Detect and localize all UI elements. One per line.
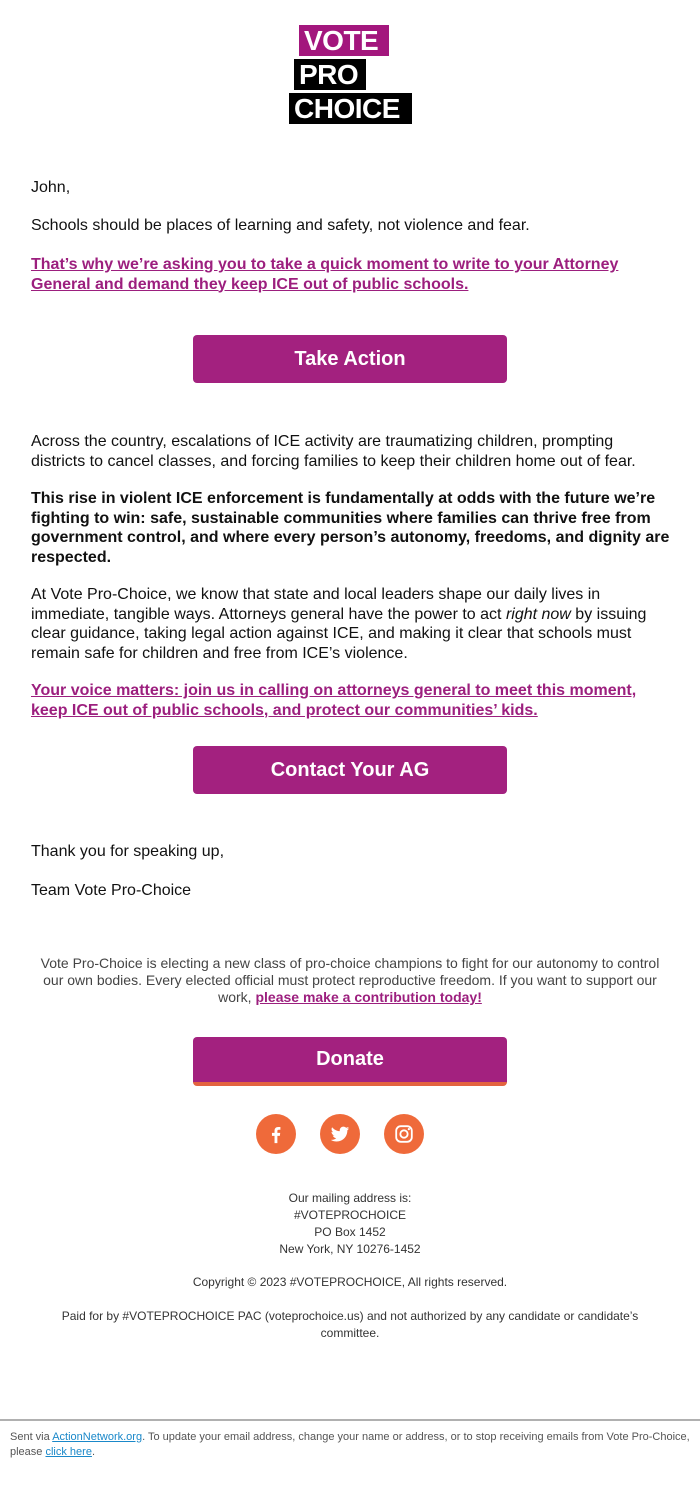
facebook-icon[interactable] (256, 1114, 296, 1154)
bold-paragraph: This rise in violent ICE enforcement is fundamentally at odds with the future we’re fighting to win: safe, sustainable communities where families can thrive free from government control, and where every person’s autonomy, freedoms, and dignity are respected. (31, 490, 670, 566)
logo-line-choice: CHOICE (289, 93, 412, 124)
click-here-link[interactable]: click here (45, 1446, 92, 1458)
contact-ag-button[interactable]: Contact Your AG (193, 746, 507, 794)
blurb-text: Vote Pro-Choice is electing a new class of pro-choice champions to fight for our autonomy to control our own bodies. Every elected official must protect reproductive freedom. If you want to support our work, (40, 955, 660, 1005)
footer-divider (0, 1419, 700, 1421)
sent-via-notice (10, 1430, 695, 1460)
greeting: John, (31, 179, 71, 196)
contribution-link[interactable]: please make a contribution today! (255, 989, 482, 1005)
mailing-box: PO Box 1452 (314, 1225, 386, 1239)
vpc-paragraph-emphasis: right now (505, 605, 571, 623)
escalation-paragraph: Across the country, escalations of ICE activity are traumatizing children, prompting districts to cancel classes, and forcing families to keep their children home out of fear. (31, 433, 636, 470)
mailing-address (31, 1190, 669, 1258)
sent-suffix: . (91, 1446, 96, 1458)
mailing-city: New York, NY 10276-1452 (279, 1242, 421, 1256)
voice-matters-link[interactable]: Your voice matters: join us in calling on attorneys general to meet this moment, keep ICE out of public schools, and protect our communities’ kids. (31, 682, 637, 719)
paid-for-disclaimer: Paid for by #VOTEPROCHOICE PAC (voteprochoice.us) and not authorized by any candidate or candidate’s committee. (61, 1309, 639, 1340)
twitter-icon[interactable] (320, 1114, 360, 1154)
logo-line-pro: PRO (294, 59, 366, 90)
write-ag-link[interactable]: That’s why we’re asking you to take a quick moment to write to your Attorney General and demand they keep ICE out of public schools. (31, 256, 619, 293)
copyright: Copyright © 2023 #VOTEPROCHOICE, All rights reserved. (192, 1275, 508, 1289)
signature: Team Vote Pro-Choice (31, 882, 192, 899)
intro-paragraph: Schools should be places of learning and safety, not violence and fear. (31, 217, 530, 234)
sent-middle: . To update your email address, change your name or address, or to stop receiving emails from Vote Pro-Choice, please (10, 1431, 690, 1458)
vote-pro-choice-logo (289, 25, 413, 127)
mailing-org: #VOTEPROCHOICE (293, 1208, 407, 1222)
sent-prefix: Sent via (10, 1431, 53, 1443)
mailing-label: Our mailing address is: (288, 1191, 412, 1205)
actionnetwork-link[interactable]: ActionNetwork.org (52, 1431, 143, 1443)
footer-blurb (31, 955, 669, 1006)
vpc-paragraph-after: by issuing clear guidance, taking legal action against ICE, and making it clear that schools must remain safe for children and free from ICE’s violence. (31, 605, 647, 662)
thanks-line: Thank you for speaking up, (31, 843, 225, 860)
vpc-paragraph (31, 585, 671, 663)
instagram-icon[interactable] (384, 1114, 424, 1154)
vpc-paragraph-before: At Vote Pro-Choice, we know that state and local leaders shape our daily lives in immediate, tangible ways. Attorneys general have the power to act (31, 586, 601, 623)
donate-button[interactable]: Donate (193, 1037, 507, 1086)
logo-line-vote: VOTE (299, 25, 389, 56)
take-action-button[interactable]: Take Action (193, 335, 507, 383)
